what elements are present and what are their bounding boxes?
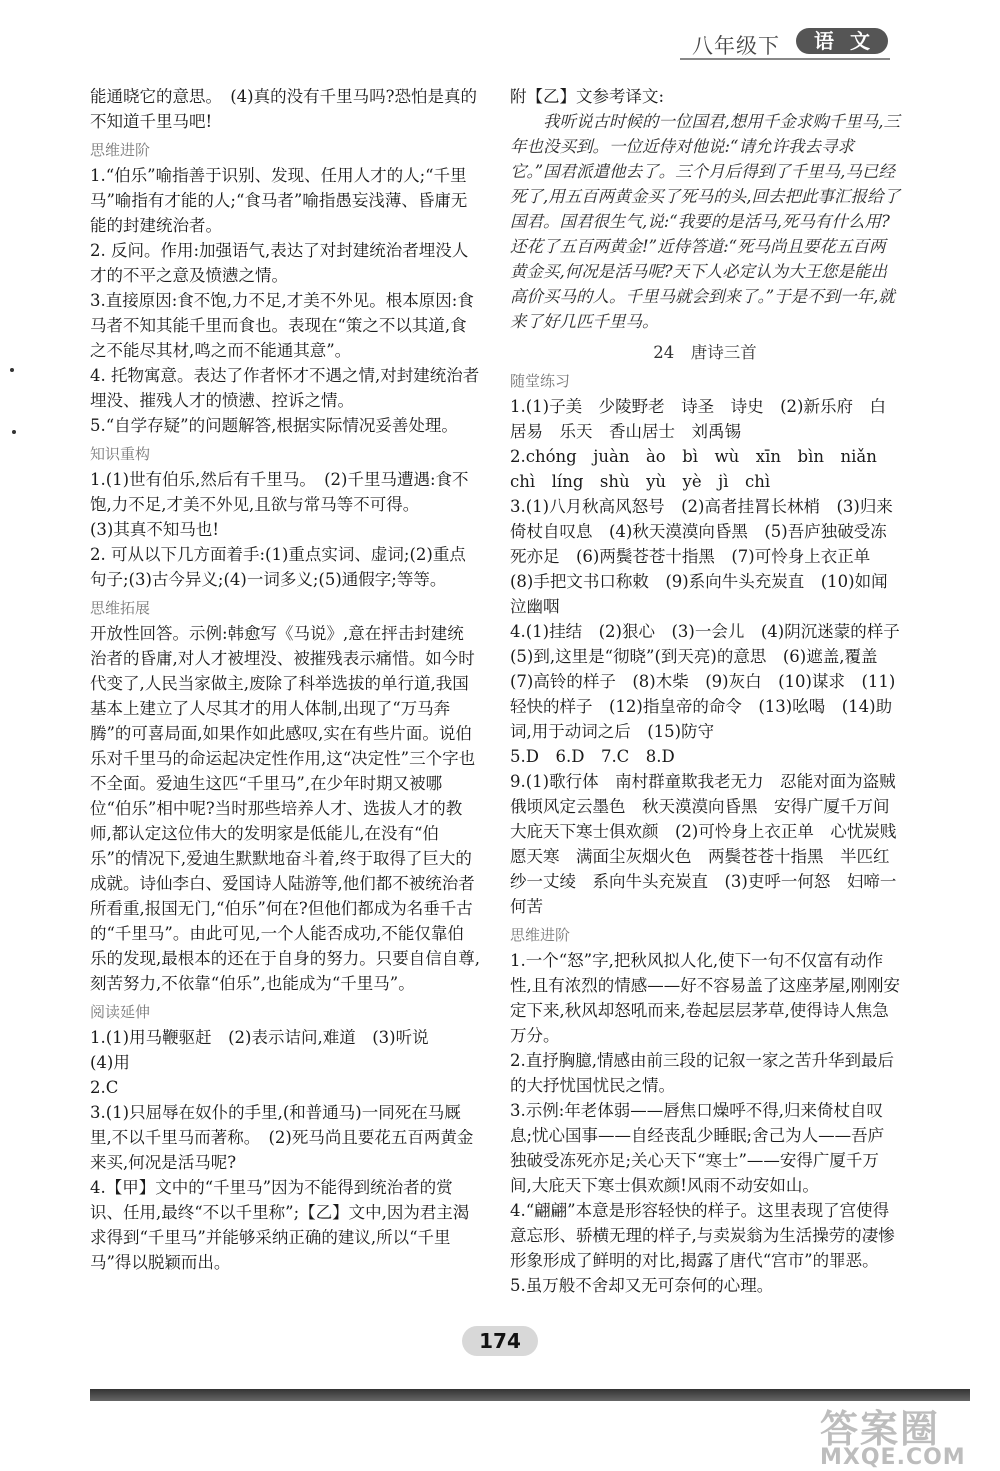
answer-paragraph: 3.示例:年老体弱——唇焦口燥呼不得,归来倚杖自叹息;忧心国事——自经丧乱少睡眠;舍己为人——吾庐独破受冻死亦足;关心天下“寒士”——安得广厦千万间,大庇天下寒士俱欢颜!风雨不动安如山。 bbox=[510, 1101, 885, 1195]
watermark-text: 答案圈 bbox=[820, 1407, 941, 1451]
answer-paragraph: (3)其真不知马也! bbox=[90, 520, 220, 539]
section-heading: 思维拓展 bbox=[90, 599, 151, 617]
answer-paragraph: 4.(1)挂结 (2)狠心 (3)一会儿 (4)阴沉迷蒙的样子 (5)到,这里是“彻晓”(到天亮)的意思 (6)遮盖,覆盖 (7)高铃的样子 (8)木柴 (9)灰白 (10)谋求 (11)轻快的样子 (12)指皇帝的命令 (13)吆喝 (14)助词,用于动词之后 (15)防守 bbox=[510, 622, 917, 741]
right-column bbox=[510, 84, 917, 1298]
translation-paragraph: 我听说古时候的一位国君,想用千金求购千里马,三年也没买到。一位近侍对他说:“请允许我去寻求它。”国君派遣他去了。三个月后得到了千里马,马已经死了,用五百两黄金买了死马的头,回去把此事汇报给了国君。国君很生气,说:“我要的是活马,死马有什么用?还花了五百两黄金!”近侍答道:“死马尚且要花五百两黄金买,何况是活马呢?天下人必定认为大王您是能出高价买马的人。千里马就会到来了。”于是不到一年,就来了好几匹千里马。 bbox=[510, 112, 900, 331]
answer-paragraph: 能通晓它的意思。 (4)真的没有千里马吗?恐怕是真的不知道千里马吧! bbox=[90, 87, 477, 131]
answer-paragraph: 9.(1)歌行体 南村群童欺我老无力 忍能对面为盗贼 俄顷风定云墨色 秋天漠漠向昏黑 安得广厦千万间 大庇天下寒士俱欢颜 (2)可怜身上衣正单 心忧炭贱愿天寒 满面尘灰烟火色 两鬓苍苍十指黑 半匹红纱一丈绫 系向牛头充炭直 (3)吏呼一何怒 妇啼一何苦 bbox=[510, 772, 913, 916]
section-heading: 思维进阶 bbox=[90, 141, 151, 159]
answer-paragraph: 1.(1)世有伯乐,然后有千里马。 (2)千里马遭遇:食不饱,力不足,才美不外见,且欲与常马等不可得。 bbox=[90, 470, 469, 514]
answer-paragraph: 2. 可从以下几方面着手:(1)重点实词、虚词;(2)重点句子;(3)古今异义;(4)一词多义;(5)通假字;等等。 bbox=[90, 545, 466, 589]
section-heading: 阅读延伸 bbox=[90, 1003, 151, 1021]
answer-paragraph: 5.D 6.D 7.C 8.D bbox=[510, 747, 675, 766]
page-header bbox=[678, 26, 893, 56]
answer-paragraph: 3.(1)八月秋高风怒号 (2)高者挂罥长林梢 (3)归来倚杖自叹息 (4)秋天漠漠向昏黑 (5)吾庐独破受冻死亦足 (6)两鬓苍苍十指黑 (7)可怜身上衣正单 (8)手把文书口称敕 (9)系向牛头充炭直 (10)如闻泣幽咽 bbox=[510, 497, 893, 616]
lesson-title: 24 唐诗三首 bbox=[653, 343, 757, 362]
subject-badge: 语文 bbox=[796, 28, 888, 54]
answer-paragraph: 1.“伯乐”喻指善于识别、发现、任用人才的人;“千里马”喻指有才能的人;“食马者”喻指愚妄浅薄、昏庸无能的封建统治者。 bbox=[90, 166, 468, 235]
left-column bbox=[90, 84, 480, 1275]
page-number: 174 bbox=[462, 1326, 538, 1356]
margin-dot bbox=[12, 430, 16, 434]
answer-paragraph: (4)用 bbox=[90, 1053, 130, 1072]
answer-paragraph: 1.(1)子美 少陵野老 诗圣 诗史 (2)新乐府 白居易 乐天 香山居士 刘禹锡 bbox=[510, 397, 886, 441]
section-heading: 知识重构 bbox=[90, 445, 151, 463]
watermark-logo bbox=[820, 1398, 990, 1468]
answer-paragraph: 开放性回答。示例:韩愈写《马说》,意在抨击封建统治者的昏庸,对人才被埋没、被摧残表示痛惜。如今时代变了,人民当家做主,废除了科举选拔的单行道,我国基本上建立了人尽其才的用人体制,出现了“万马奔腾”的可喜局面,如果作如此感叹,实在有些片面。说伯乐对千里马的命运起决定性作用,这“决定性”三个字也不全面。爱迪生这匹“千里马”,在少年时期又被哪位“伯乐”相中呢?当时那些培养人才、选拔人才的教师,都认定这位伟大的发明家是低能儿,在没有“伯乐”的情况下,爱迪生默默地奋斗着,终于取得了巨大的成就。诗仙李白、爱国诗人陆游等,他们都不被统治者所看重,报国无门,“伯乐”何在?但他们都成为名垂千古的“千里马”。由此可见,一个人能否成功,不能仅靠伯乐的发现,最根本的还在于自身的努力。只要自信自尊,刻苦努力,不依靠“伯乐”,也能成为“千里马”。 bbox=[90, 624, 480, 993]
answer-paragraph: 4.【甲】文中的“千里马”因为不能得到统治者的赏识、任用,最终“不以千里称”;【乙】文中,因为君主渴求得到“千里马”并能够采纳正确的建议,所以“千里马”得以脱颖而出。 bbox=[90, 1178, 470, 1272]
header-rule bbox=[680, 58, 890, 60]
answer-paragraph: 2. 反问。作用:加强语气,表达了对封建统治者埋没人才的不平之意及愤懑之情。 bbox=[90, 241, 469, 285]
section-heading: 随堂练习 bbox=[510, 372, 571, 390]
answer-paragraph: 1.(1)用马鞭驱赶 (2)表示诘问,难道 (3)听说 bbox=[90, 1028, 429, 1047]
answer-paragraph: 2.C bbox=[90, 1078, 119, 1097]
answer-paragraph: 5.“自学存疑”的问题解答,根据实际情况妥善处理。 bbox=[90, 416, 458, 435]
answer-paragraph: 2.直抒胸臆,情感由前三段的记叙一家之苦升华到最后的大抒忧国忧民之情。 bbox=[510, 1051, 894, 1095]
answer-paragraph: 2.chóng juàn ào bì wù xīn bìn niǎn chì líng shù yù yè jì chì bbox=[510, 447, 894, 491]
answer-paragraph: 4.“翩翩”本意是形容轻快的样子。这里表现了宫使得意忘形、骄横无理的样子,与卖炭翁为生活操劳的凄惨形象形成了鲜明的对比,揭露了唐代“宫市”的罪恶。 bbox=[510, 1201, 895, 1270]
answer-paragraph: 5.虽万般不舍却又无可奈何的心理。 bbox=[510, 1276, 774, 1295]
grade-label: 八年级下 bbox=[692, 34, 780, 58]
answer-paragraph: 1.一个“怒”字,把秋风拟人化,使下一句不仅富有动作性,且有浓烈的情感——好不容易盖了这座茅屋,刚刚安定下来,秋风却怒吼而来,卷起层层茅草,使得诗人焦急万分。 bbox=[510, 951, 900, 1045]
answer-paragraph: 4. 托物寓意。表达了作者怀才不遇之情,对封建统治者埋没、摧残人才的愤懑、控诉之情。 bbox=[90, 366, 480, 410]
watermark-url: MXQE.COM bbox=[820, 1445, 966, 1470]
section-heading: 思维进阶 bbox=[510, 926, 571, 944]
answer-paragraph: 3.(1)只屈辱在奴仆的手里,(和普通马)一同死在马厩里,不以千里马而著称。 (2)死马尚且要花五百两黄金来买,何况是活马呢? bbox=[90, 1103, 474, 1172]
answer-paragraph: 附【乙】文参考译文: bbox=[510, 87, 665, 106]
answer-paragraph: 3.直接原因:食不饱,力不足,才美不外见。根本原因:食马者不知其能千里而食也。表现在“策之不以其道,食之不能尽其材,鸣之而不能通其意”。 bbox=[90, 291, 474, 360]
margin-dot bbox=[10, 368, 14, 372]
